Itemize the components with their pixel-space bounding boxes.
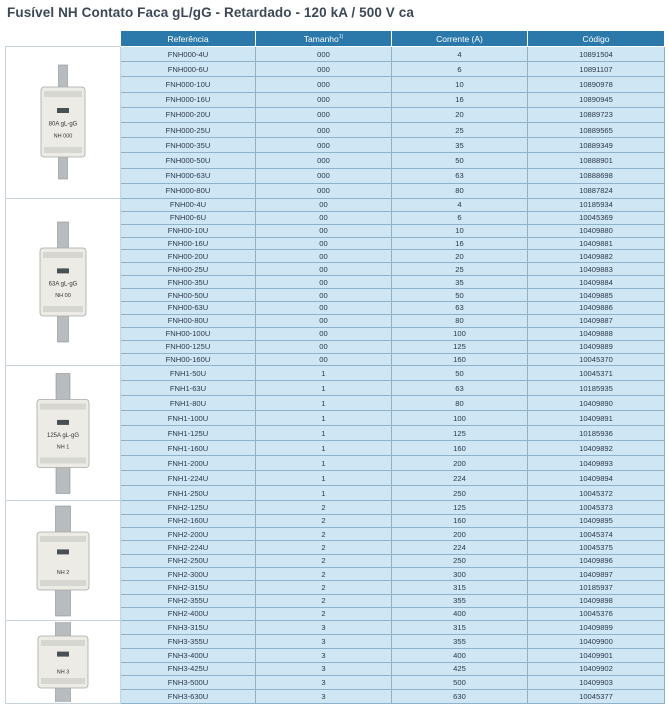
cell-current: 224 bbox=[392, 541, 528, 554]
cell-size: 2 bbox=[256, 541, 392, 554]
cell-code: 10888901 bbox=[528, 153, 665, 168]
cell-code: 10409897 bbox=[528, 567, 665, 580]
fuse-logo bbox=[57, 420, 69, 425]
cell-code: 10409896 bbox=[528, 554, 665, 567]
fuse-blade-top bbox=[56, 506, 71, 536]
cell-size: 00 bbox=[256, 327, 392, 340]
cell-reference: FNH000-6U bbox=[121, 62, 256, 77]
image-column-header bbox=[6, 31, 121, 47]
cell-code: 10409899 bbox=[528, 621, 665, 635]
cell-reference: FNH3-400U bbox=[121, 648, 256, 662]
cell-code: 10409886 bbox=[528, 302, 665, 315]
cell-current: 125 bbox=[392, 501, 528, 514]
cell-reference: FNH2-250U bbox=[121, 554, 256, 567]
cell-current: 355 bbox=[392, 594, 528, 607]
table-row bbox=[6, 198, 665, 211]
fuse-illustration bbox=[13, 47, 113, 197]
cell-size: 00 bbox=[256, 211, 392, 224]
fuse-cap-top bbox=[40, 536, 86, 542]
cell-current: 100 bbox=[392, 327, 528, 340]
cell-size: 00 bbox=[256, 276, 392, 289]
cell-reference: FNH1-125U bbox=[121, 426, 256, 441]
cell-reference: FNH000-80U bbox=[121, 183, 256, 198]
cell-current: 425 bbox=[392, 662, 528, 676]
cell-size: 2 bbox=[256, 528, 392, 541]
cell-size: 00 bbox=[256, 224, 392, 237]
cell-size: 00 bbox=[256, 314, 392, 327]
cell-current: 50 bbox=[392, 366, 528, 381]
cell-size: 1 bbox=[256, 426, 392, 441]
cell-current: 16 bbox=[392, 237, 528, 250]
cell-current: 160 bbox=[392, 514, 528, 527]
cell-current: 4 bbox=[392, 198, 528, 211]
cell-reference: FNH1-200U bbox=[121, 456, 256, 471]
cell-reference: FNH2-125U bbox=[121, 501, 256, 514]
cell-reference: FNH1-160U bbox=[121, 441, 256, 456]
cell-current: 80 bbox=[392, 314, 528, 327]
cell-reference: FNH00-100U bbox=[121, 327, 256, 340]
cell-current: 315 bbox=[392, 581, 528, 594]
cell-reference: FNH2-355U bbox=[121, 594, 256, 607]
cell-size: 000 bbox=[256, 122, 392, 137]
cell-reference: FNH00-25U bbox=[121, 263, 256, 276]
table-row bbox=[6, 47, 665, 62]
cell-current: 400 bbox=[392, 607, 528, 620]
fuse-illustration bbox=[13, 367, 113, 500]
cell-code: 10045374 bbox=[528, 528, 665, 541]
cell-current: 63 bbox=[392, 302, 528, 315]
cell-size: 3 bbox=[256, 662, 392, 676]
fuse-size-text: NH 00 bbox=[55, 293, 71, 300]
cell-code: 10409900 bbox=[528, 634, 665, 648]
cell-size: 1 bbox=[256, 486, 392, 501]
fuse-logo bbox=[57, 549, 69, 554]
cell-size: 2 bbox=[256, 594, 392, 607]
fuse-illustration bbox=[13, 502, 113, 620]
cell-size: 3 bbox=[256, 634, 392, 648]
cell-current: 10 bbox=[392, 224, 528, 237]
cell-current: 35 bbox=[392, 138, 528, 153]
fuse-table bbox=[5, 30, 665, 704]
fuse-size-text: NH 1 bbox=[56, 444, 70, 451]
fuse-illustration bbox=[13, 207, 113, 357]
fuse-image-cell bbox=[6, 621, 121, 704]
cell-current: 500 bbox=[392, 676, 528, 690]
table-row bbox=[6, 366, 665, 381]
fuse-blade-bottom bbox=[56, 586, 71, 616]
cell-code: 10889349 bbox=[528, 138, 665, 153]
cell-code: 10185935 bbox=[528, 381, 665, 396]
cell-reference: FNH2-224U bbox=[121, 541, 256, 554]
cell-size: 2 bbox=[256, 581, 392, 594]
cell-reference: FNH000-63U bbox=[121, 168, 256, 183]
cell-reference: FNH00-50U bbox=[121, 289, 256, 302]
cell-size: 3 bbox=[256, 690, 392, 704]
cell-reference: FNH3-500U bbox=[121, 676, 256, 690]
cell-reference: FNH00-4U bbox=[121, 198, 256, 211]
cell-size: 000 bbox=[256, 62, 392, 77]
cell-code: 10185936 bbox=[528, 426, 665, 441]
fuse-cap-top bbox=[44, 91, 82, 97]
cell-code: 10409895 bbox=[528, 514, 665, 527]
column-header-size bbox=[256, 31, 392, 47]
cell-code: 10045376 bbox=[528, 607, 665, 620]
cell-code: 10890978 bbox=[528, 77, 665, 92]
table-row bbox=[6, 621, 665, 635]
column-header-code: Código bbox=[528, 31, 665, 47]
cell-current: 80 bbox=[392, 396, 528, 411]
table-header-row bbox=[6, 31, 665, 47]
size-header-label: Tamanho bbox=[303, 33, 339, 44]
column-header-current: Corrente (A) bbox=[392, 31, 528, 47]
cell-current: 355 bbox=[392, 634, 528, 648]
cell-reference: FNH000-10U bbox=[121, 77, 256, 92]
cell-size: 000 bbox=[256, 138, 392, 153]
cell-reference: FNH1-224U bbox=[121, 471, 256, 486]
fuse-image-cell bbox=[6, 47, 121, 199]
cell-code: 10409884 bbox=[528, 276, 665, 289]
fuse-cap-top bbox=[40, 403, 86, 409]
cell-current: 25 bbox=[392, 122, 528, 137]
fuse-size-text: NH 3 bbox=[56, 669, 70, 676]
cell-reference: FNH00-16U bbox=[121, 237, 256, 250]
cell-current: 20 bbox=[392, 107, 528, 122]
fuse-blade-top bbox=[56, 373, 70, 403]
cell-code: 10888698 bbox=[528, 168, 665, 183]
cell-code: 10045371 bbox=[528, 366, 665, 381]
cell-current: 4 bbox=[392, 47, 528, 62]
cell-code: 10409892 bbox=[528, 441, 665, 456]
cell-size: 000 bbox=[256, 183, 392, 198]
size-footnote-marker: 1) bbox=[338, 33, 344, 40]
cell-size: 000 bbox=[256, 168, 392, 183]
cell-code: 10409880 bbox=[528, 224, 665, 237]
cell-reference: FNH00-20U bbox=[121, 250, 256, 263]
cell-code: 10409894 bbox=[528, 471, 665, 486]
cell-current: 200 bbox=[392, 456, 528, 471]
fuse-logo bbox=[57, 108, 69, 113]
cell-current: 100 bbox=[392, 411, 528, 426]
cell-code: 10890945 bbox=[528, 92, 665, 107]
cell-code: 10891504 bbox=[528, 47, 665, 62]
cell-reference: FNH3-315U bbox=[121, 621, 256, 635]
cell-reference: FNH2-400U bbox=[121, 607, 256, 620]
cell-current: 125 bbox=[392, 426, 528, 441]
cell-code: 10409901 bbox=[528, 648, 665, 662]
cell-reference: FNH2-315U bbox=[121, 581, 256, 594]
cell-current: 35 bbox=[392, 276, 528, 289]
cell-reference: FNH2-200U bbox=[121, 528, 256, 541]
fuse-size-text: NH 2 bbox=[56, 569, 70, 576]
cell-reference: FNH00-125U bbox=[121, 340, 256, 353]
cell-reference: FNH3-355U bbox=[121, 634, 256, 648]
fuse-cap-bottom bbox=[40, 580, 86, 586]
fuse-image-cell bbox=[6, 501, 121, 621]
cell-size: 2 bbox=[256, 567, 392, 580]
cell-code: 10045375 bbox=[528, 541, 665, 554]
fuse-image-cell bbox=[6, 366, 121, 501]
fuse-rating-text: 125A gL-gG bbox=[46, 432, 80, 439]
cell-code: 10045373 bbox=[528, 501, 665, 514]
cell-code: 10409883 bbox=[528, 263, 665, 276]
cell-size: 000 bbox=[256, 107, 392, 122]
page-title: Fusível NH Contato Faca gL/gG - Retardado - 120 kA / 500 V ca bbox=[7, 5, 414, 20]
cell-code: 10409888 bbox=[528, 327, 665, 340]
cell-size: 1 bbox=[256, 381, 392, 396]
table-body bbox=[6, 47, 665, 704]
cell-current: 10 bbox=[392, 77, 528, 92]
cell-code: 10409902 bbox=[528, 662, 665, 676]
cell-code: 10409890 bbox=[528, 396, 665, 411]
fuse-cap-bottom bbox=[41, 678, 85, 684]
fuse-rating-text: 80A gL-gG bbox=[48, 121, 78, 128]
fuse-table-container bbox=[5, 30, 664, 704]
cell-reference: FNH00-63U bbox=[121, 302, 256, 315]
cell-size: 000 bbox=[256, 92, 392, 107]
cell-reference: FNH1-250U bbox=[121, 486, 256, 501]
cell-size: 00 bbox=[256, 263, 392, 276]
fuse-blade-bottom bbox=[58, 312, 69, 342]
cell-code: 10409903 bbox=[528, 676, 665, 690]
cell-current: 50 bbox=[392, 153, 528, 168]
fuse-cap-top bbox=[43, 252, 83, 258]
cell-current: 630 bbox=[392, 690, 528, 704]
column-header-reference: Referência bbox=[121, 31, 256, 47]
cell-current: 20 bbox=[392, 250, 528, 263]
table-row bbox=[6, 501, 665, 514]
cell-current: 63 bbox=[392, 168, 528, 183]
cell-code: 10409898 bbox=[528, 594, 665, 607]
cell-reference: FNH00-10U bbox=[121, 224, 256, 237]
cell-reference: FNH1-63U bbox=[121, 381, 256, 396]
fuse-rating-text: 63A gL-gG bbox=[48, 281, 78, 288]
fuse-blade-bottom bbox=[56, 463, 70, 493]
cell-reference: FNH00-80U bbox=[121, 314, 256, 327]
cell-reference: FNH000-50U bbox=[121, 153, 256, 168]
cell-reference: FNH00-35U bbox=[121, 276, 256, 289]
fuse-blade-top bbox=[58, 222, 69, 252]
cell-size: 000 bbox=[256, 77, 392, 92]
cell-size: 2 bbox=[256, 501, 392, 514]
fuse-size-text: NH 000 bbox=[53, 133, 73, 140]
fuse-logo bbox=[57, 652, 69, 657]
cell-code: 10409887 bbox=[528, 314, 665, 327]
cell-size: 00 bbox=[256, 302, 392, 315]
cell-current: 315 bbox=[392, 621, 528, 635]
cell-code: 10891107 bbox=[528, 62, 665, 77]
cell-code: 10889565 bbox=[528, 122, 665, 137]
cell-current: 250 bbox=[392, 486, 528, 501]
cell-code: 10185937 bbox=[528, 581, 665, 594]
cell-reference: FNH000-20U bbox=[121, 107, 256, 122]
cell-reference: FNH00-160U bbox=[121, 353, 256, 366]
cell-size: 2 bbox=[256, 514, 392, 527]
cell-code: 10409885 bbox=[528, 289, 665, 302]
cell-size: 00 bbox=[256, 198, 392, 211]
cell-current: 224 bbox=[392, 471, 528, 486]
cell-current: 400 bbox=[392, 648, 528, 662]
cell-current: 160 bbox=[392, 441, 528, 456]
fuse-cap-top bbox=[41, 640, 85, 646]
cell-reference: FNH2-160U bbox=[121, 514, 256, 527]
cell-code: 10045370 bbox=[528, 353, 665, 366]
fuse-cap-bottom bbox=[43, 306, 83, 312]
cell-size: 1 bbox=[256, 366, 392, 381]
cell-reference: FNH00-6U bbox=[121, 211, 256, 224]
cell-code: 10045377 bbox=[528, 690, 665, 704]
cell-current: 250 bbox=[392, 554, 528, 567]
cell-reference: FNH3-425U bbox=[121, 662, 256, 676]
cell-reference: FNH000-16U bbox=[121, 92, 256, 107]
fuse-image-cell bbox=[6, 198, 121, 366]
cell-code: 10185934 bbox=[528, 198, 665, 211]
cell-size: 00 bbox=[256, 250, 392, 263]
cell-size: 000 bbox=[256, 153, 392, 168]
cell-reference: FNH1-100U bbox=[121, 411, 256, 426]
cell-size: 2 bbox=[256, 607, 392, 620]
cell-size: 1 bbox=[256, 456, 392, 471]
cell-reference: FNH000-4U bbox=[121, 47, 256, 62]
cell-current: 6 bbox=[392, 211, 528, 224]
cell-size: 000 bbox=[256, 47, 392, 62]
cell-current: 63 bbox=[392, 381, 528, 396]
cell-size: 1 bbox=[256, 396, 392, 411]
cell-code: 10409891 bbox=[528, 411, 665, 426]
cell-code: 10409882 bbox=[528, 250, 665, 263]
cell-current: 25 bbox=[392, 263, 528, 276]
cell-code: 10045372 bbox=[528, 486, 665, 501]
cell-size: 2 bbox=[256, 554, 392, 567]
cell-reference: FNH000-25U bbox=[121, 122, 256, 137]
cell-size: 1 bbox=[256, 411, 392, 426]
fuse-illustration bbox=[13, 622, 113, 702]
cell-current: 160 bbox=[392, 353, 528, 366]
cell-reference: FNH2-300U bbox=[121, 567, 256, 580]
cell-size: 3 bbox=[256, 648, 392, 662]
cell-size: 00 bbox=[256, 340, 392, 353]
cell-reference: FNH3-630U bbox=[121, 690, 256, 704]
cell-code: 10409893 bbox=[528, 456, 665, 471]
fuse-logo bbox=[57, 269, 69, 274]
cell-current: 50 bbox=[392, 289, 528, 302]
fuse-cap-bottom bbox=[40, 457, 86, 463]
cell-size: 1 bbox=[256, 441, 392, 456]
cell-code: 10887824 bbox=[528, 183, 665, 198]
cell-current: 80 bbox=[392, 183, 528, 198]
cell-current: 125 bbox=[392, 340, 528, 353]
cell-reference: FNH000-35U bbox=[121, 138, 256, 153]
cell-current: 16 bbox=[392, 92, 528, 107]
cell-code: 10889723 bbox=[528, 107, 665, 122]
cell-code: 10045369 bbox=[528, 211, 665, 224]
cell-current: 300 bbox=[392, 567, 528, 580]
cell-size: 00 bbox=[256, 353, 392, 366]
cell-current: 6 bbox=[392, 62, 528, 77]
cell-code: 10409889 bbox=[528, 340, 665, 353]
cell-size: 1 bbox=[256, 471, 392, 486]
cell-size: 00 bbox=[256, 289, 392, 302]
cell-size: 3 bbox=[256, 676, 392, 690]
cell-reference: FNH1-80U bbox=[121, 396, 256, 411]
fuse-cap-bottom bbox=[44, 147, 82, 153]
cell-current: 200 bbox=[392, 528, 528, 541]
cell-reference: FNH1-50U bbox=[121, 366, 256, 381]
cell-size: 00 bbox=[256, 237, 392, 250]
cell-size: 3 bbox=[256, 621, 392, 635]
cell-code: 10409881 bbox=[528, 237, 665, 250]
